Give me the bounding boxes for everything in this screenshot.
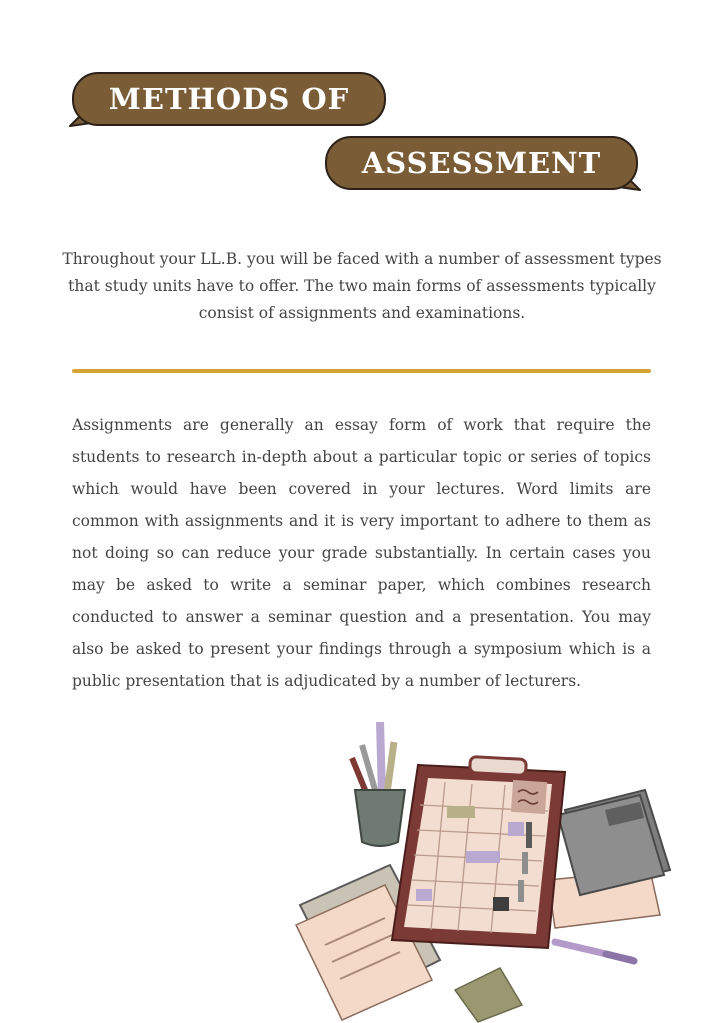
clipboard [392,757,565,948]
notebook [548,790,670,928]
title-line-2: ASSESSMENT [361,146,602,180]
sticky-note [455,968,522,1022]
pencil-cup [352,722,405,846]
pen [555,942,634,961]
title-line-1: METHODS OF [108,82,350,116]
body-paragraph: Assignments are generally an essay form of work that require the students to research in-depth about a particular topic or series of topics which would have been covered in your lectures. Word limits are common with assignments and it is very important to adhere to them as not doing so can reduce your grade substantially. In certain cases you may be asked to write a seminar paper, which combines research conducted to answer a seminar question and a presentation. You may also be asked to present your findings through a symposium which is a public presentation that is adjudicated by a number of lecturers. [72,416,651,690]
intro-paragraph: Throughout your LL.B. you will be faced with a number of assessment types that study units have to offer. The two main forms of assessments typically consist of assignments and examinations. [62,250,662,322]
